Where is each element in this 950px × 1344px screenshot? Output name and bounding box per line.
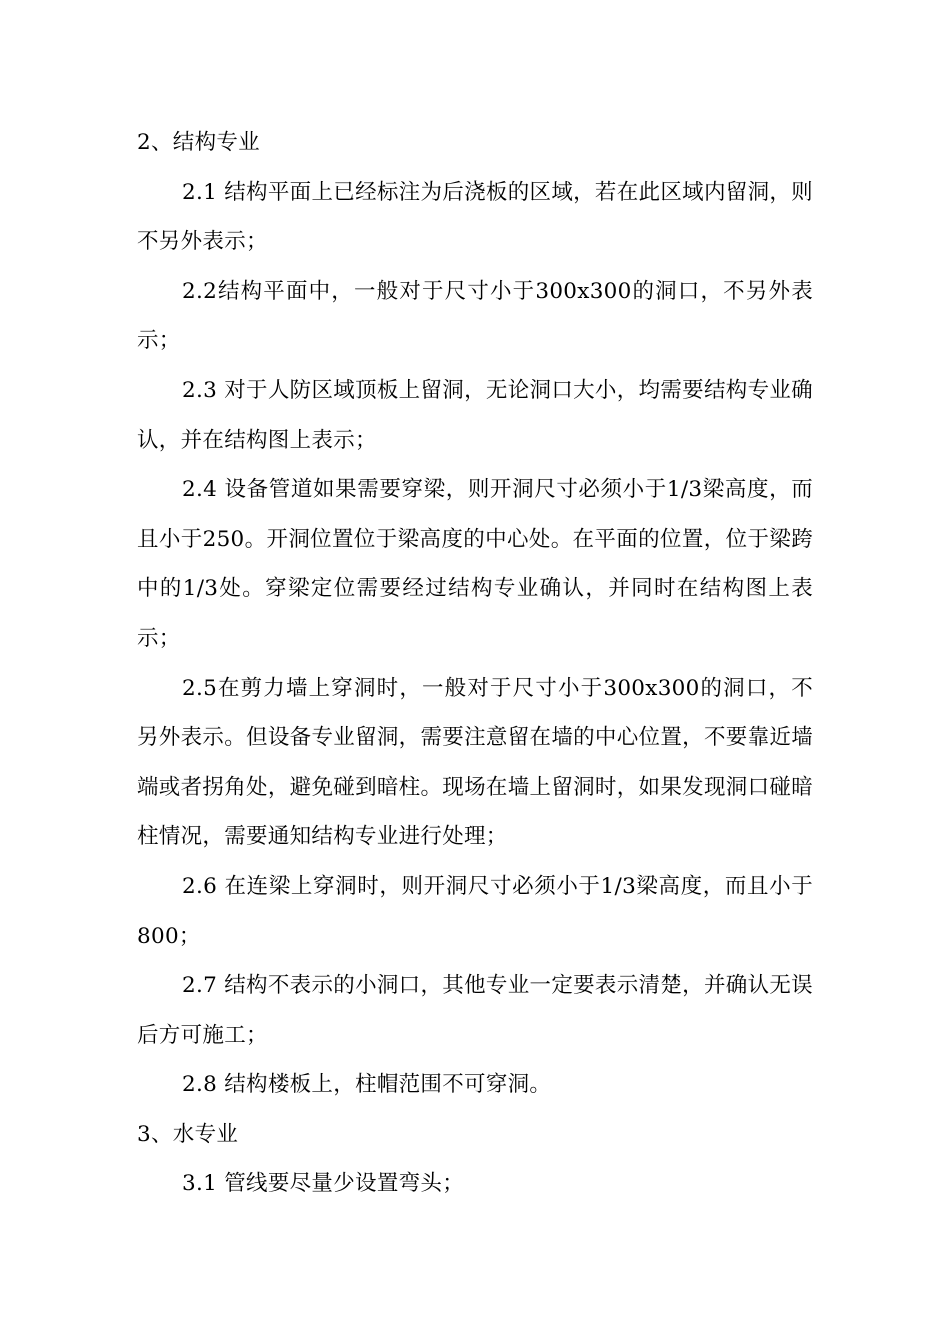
paragraph-2-5: 2.5在剪力墙上穿洞时，一般对于尺寸小于300x300的洞口，不另外表示。但设备专业留洞，需要注意留在墙的中心位置，不要靠近墙端或者拐角处，避免碰到暗柱。现场在墙上留洞时，如果发现洞口碰暗柱情况，需要通知结构专业进行处理；	[137, 675, 813, 850]
paragraph-2-3: 2.3 对于人防区域顶板上留洞，无论洞口大小，均需要结构专业确认，并在结构图上表示；	[137, 377, 813, 453]
document-body	[137, 118, 813, 1209]
paragraph-2-6: 2.6 在连梁上穿洞时，则开洞尺寸必须小于1/3梁高度，而且小于800；	[137, 873, 813, 949]
paragraph-2-8: 2.8 结构楼板上，柱帽范围不可穿洞。	[182, 1072, 552, 1098]
paragraph-2-2: 2.2结构平面中，一般对于尺寸小于300x300的洞口，不另外表示；	[137, 278, 813, 354]
paragraph-2-7: 2.7 结构不表示的小洞口，其他专业一定要表示清楚，并确认无误后方可施工；	[137, 973, 813, 1048]
paragraph-2-4: 2.4 设备管道如果需要穿梁，则开洞尺寸必须小于1/3梁高度，而且小于250。开洞位置位于梁高度的中心处。在平面的位置，位于梁跨中的1/3处。穿梁定位需要经过结构专业确认，并同时在结构图上表示；	[137, 477, 813, 651]
paragraph-3-1: 3.1 管线要尽量少设置弯头；	[182, 1171, 465, 1197]
paragraph-2-1: 2.1 结构平面上已经标注为后浇板的区域，若在此区域内留洞，则不另外表示；	[137, 179, 813, 255]
section-heading-water: 3、水专业	[137, 1121, 239, 1147]
section-heading-structure: 2、结构专业	[137, 130, 260, 155]
